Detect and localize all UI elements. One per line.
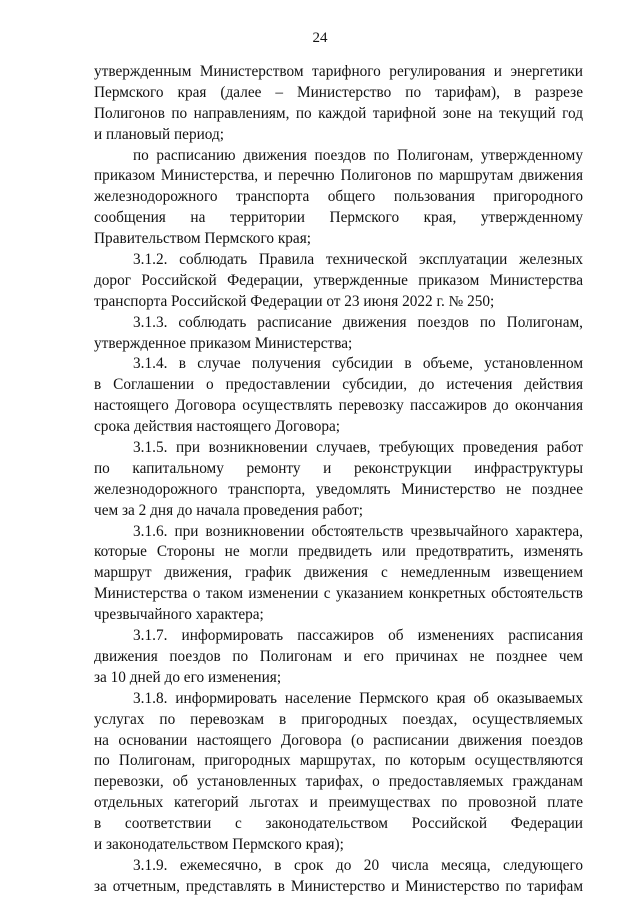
text-line: настоящего Договора осуществлять перевозку пассажиров до окончания [94, 397, 583, 415]
text-line: 3.1.4. в случае получения субсидии в объеме, установленном [133, 355, 583, 373]
document-body [94, 62, 583, 898]
text-line: Министерства о таком изменении с указанием конкретных обстоятельств [94, 585, 583, 603]
paragraph [94, 522, 583, 626]
text-line: маршрут движения, график движения с немедленным извещением [94, 564, 583, 582]
text-line: чрезвычайного характера; [94, 606, 264, 624]
text-line: движения поездов по Полигонам и его причинах не позднее чем [94, 647, 583, 665]
text-line: утвержденное приказом Министерства; [94, 334, 353, 352]
text-line: 3.1.3. соблюдать расписание движения поездов по Полигонам, [133, 313, 583, 331]
text-line: на основании настоящего Договора (о расписании движения поездов [94, 731, 583, 749]
text-line: по расписанию движения поездов по Полигонам, утвержденному [133, 146, 583, 164]
paragraph [94, 626, 583, 689]
text-line: железнодорожного транспорта общего пользования пригородного [94, 188, 583, 206]
paragraph [94, 146, 583, 250]
text-line: в Соглашении о предоставлении субсидии, до истечения действия [94, 376, 583, 394]
text-line: Пермского края (далее – Министерство по тарифам), в разрезе [94, 83, 583, 101]
paragraph [94, 689, 583, 856]
text-line: сообщения на территории Пермского края, утвержденному [94, 209, 583, 227]
text-line: по Полигонам, пригородных маршрутах, по которым осуществляются [94, 752, 583, 770]
text-line: услугах по перевозкам в пригородных поездах, осуществляемых [94, 710, 583, 728]
text-line: 3.1.9. ежемесячно, в срок до 20 числа месяца, следующего [133, 856, 583, 874]
paragraph [94, 354, 583, 438]
text-line: Полигонов по направлениям, по каждой тарифной зоне на текущий год [94, 104, 583, 122]
text-line: приказом Министерства, и перечню Полигонов по маршрутам движения [94, 167, 583, 185]
text-line: дорог Российской Федерации, утвержденные приказом Министерства [94, 271, 583, 289]
paragraph [94, 438, 583, 522]
text-line: отдельных категорий льготах и преимуществах по провозной плате [94, 794, 583, 812]
text-line: в соответствии с законодательством Российской Федерации [94, 815, 583, 833]
text-line: железнодорожного транспорта, уведомлять Министерство не позднее [94, 480, 583, 498]
text-line: и плановый период; [94, 125, 225, 143]
page-number: 24 [312, 30, 328, 46]
text-line: утвержденным Министерством тарифного регулирования и энергетики [94, 63, 583, 80]
paragraph [94, 313, 583, 355]
paragraph [94, 250, 583, 313]
paragraph [94, 62, 583, 146]
text-line: и законодательством Пермского края); [94, 835, 344, 853]
text-line: транспорта Российской Федерации от 23 июня 2022 г. № 250; [94, 292, 495, 310]
text-line: которые Стороны не могли предвидеть или предотвратить, изменять [94, 543, 583, 561]
text-line: срока действия настоящего Договора; [94, 418, 341, 436]
text-line: 3.1.6. при возникновении обстоятельств чрезвычайного характера, [133, 522, 583, 540]
text-line: за 10 дней до его изменения; [94, 668, 282, 686]
text-line: 3.1.2. соблюдать Правила технической эксплуатации железных [133, 251, 583, 269]
text-line: по капитальному ремонту и реконструкции инфраструктуры [94, 459, 583, 477]
text-line: перевозки, об установленных тарифах, о предоставляемых гражданам [94, 773, 583, 791]
text-line: 3.1.8. информировать население Пермского края об оказываемых [133, 689, 583, 707]
text-line: 3.1.5. при возникновении случаев, требующих проведения работ [133, 439, 583, 457]
text-line: чем за 2 дня до начала проведения работ; [94, 501, 364, 519]
text-line: Правительством Пермского края; [94, 230, 311, 248]
text-line: за отчетным, представлять в Министерство и Министерство по тарифам [94, 877, 583, 895]
paragraph [94, 856, 583, 898]
text-line: 3.1.7. информировать пассажиров об изменениях расписания [133, 627, 583, 645]
